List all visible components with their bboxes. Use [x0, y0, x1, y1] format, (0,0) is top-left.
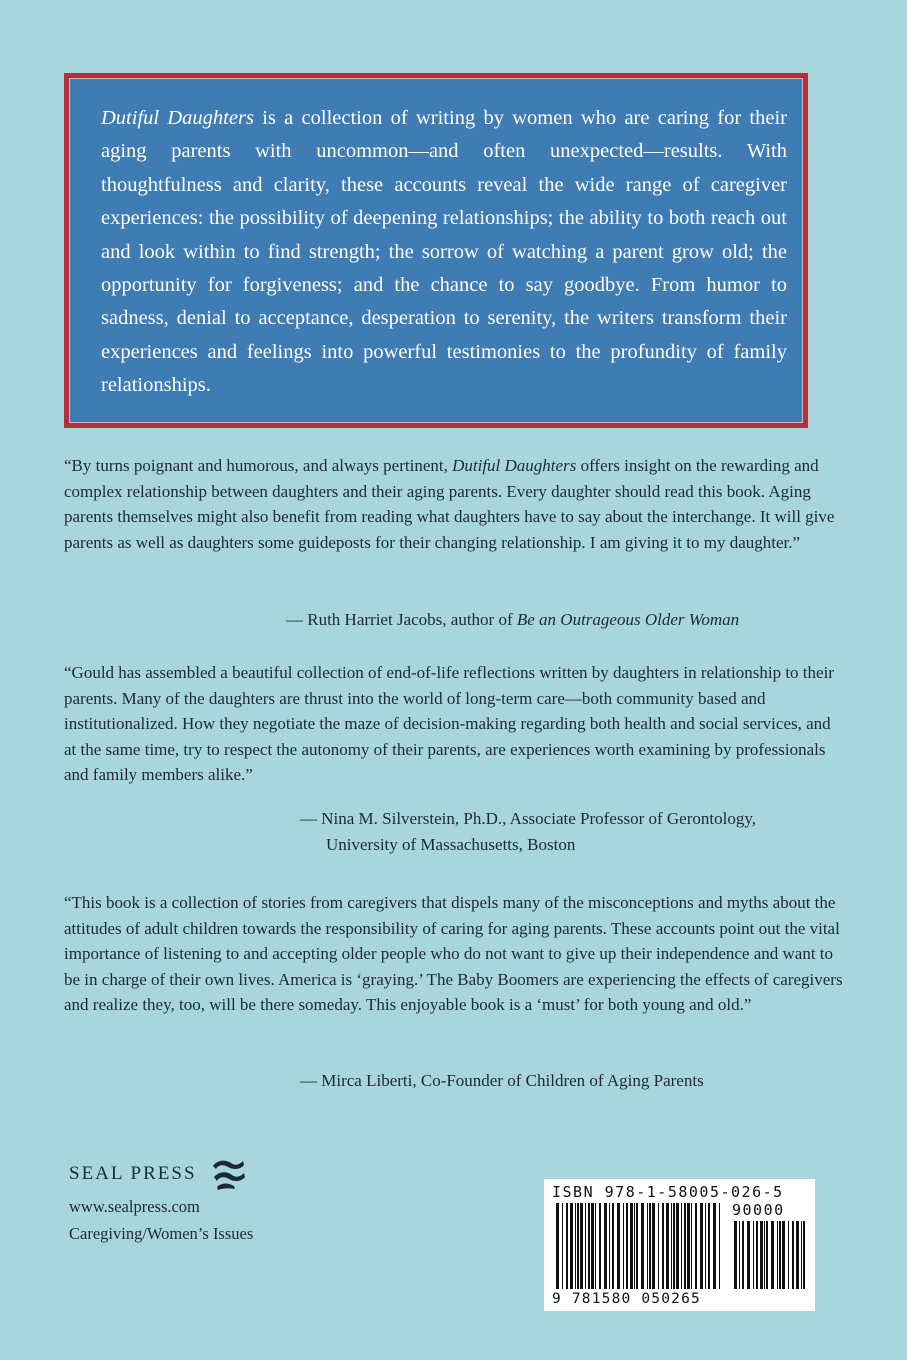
blurb-book-title: Dutiful Daughters: [101, 107, 254, 129]
book-category: Caregiving/Women’s Issues: [69, 1224, 254, 1243]
quote-1-attribution: [286, 607, 739, 633]
publisher-website: www.sealpress.com: [69, 1197, 200, 1216]
publisher-name: SEAL PRESS: [69, 1163, 197, 1184]
quote-1-book-title: Dutiful Daughters: [452, 456, 577, 475]
barcode-digits: 9 781580 050265: [552, 1291, 701, 1307]
quote-1-text-end: offers insight on the rewarding and complex relationship between daughters and their aging parents. Every daughter should read this book. Aging parents themselves might also benefit from reading what daughters have to say about the interchange. It will give parents as well as daughters some guideposts for their changing relationship. I am giving it to my daughter.”: [64, 456, 835, 552]
blurb-box: [64, 73, 808, 428]
quote-2-attribution: — Nina M. Silverstein, Ph.D., Associate Professor of Gerontology,: [300, 809, 756, 828]
blurb-text: [101, 102, 787, 403]
price-code: 90000: [732, 1201, 785, 1219]
isbn-text: ISBN 978-1-58005-026-5: [552, 1183, 784, 1201]
quote-1-author: — Ruth Harriet Jacobs, author of: [286, 610, 517, 629]
quote-3-attribution: — Mirca Liberti, Co-Founder of Children of Aging Parents: [300, 1071, 704, 1090]
quote-1: [64, 453, 844, 555]
barcode-box: [544, 1179, 815, 1311]
quote-1-text-start: “By turns poignant and humorous, and always pertinent,: [64, 456, 453, 475]
quote-2: “Gould has assembled a beautiful collection of end-of-life reflections written by daughters in relationship to their parents. Many of the daughters are thrust into the world of long-term care—both community based and institutionalized. How they negotiate the maze of decision-making regarding both health and social services, and at the same time, try to respect the autonomy of their parents, are experiences worth examining by professionals and family members alike.”: [64, 663, 834, 785]
quote-1-author-book: Be an Outrageous Older Woman: [516, 610, 740, 629]
seal-press-logo-icon: [209, 1157, 249, 1191]
blurb-body: is a collection of writing by women who are caring for their aging parents with uncommon—and often unexpected—results. With thoughtfulness and clarity, these accounts reveal the wide range of caregiver experiences: the possibility of deepening relationships; the ability to both reach out and look within to find strength; the sorrow of watching a parent grow old; the opportunity for forgiveness; and the chance to say goodbye. From humor to sadness, denial to acceptance, desperation to serenity, the writers transform their experiences and feelings into powerful testimonies to the profundity of family relationships.: [101, 107, 787, 397]
quote-3: “This book is a collection of stories from caregivers that dispels many of the misconceptions and myths about the attitudes of adult children towards the responsibility of caring for aging parents. These accounts point out the vital importance of listening to and accepting older people who do not want to give up their independence and want to be in charge of their own lives. America is ‘graying.’ The Baby Boomers are experiencing the effects of caregivers and realize they, too, will be there someday. This enjoyable book is a ‘must’ for both young and old.”: [64, 893, 843, 1015]
quote-2-attribution-affiliation: University of Massachusetts, Boston: [326, 835, 576, 854]
